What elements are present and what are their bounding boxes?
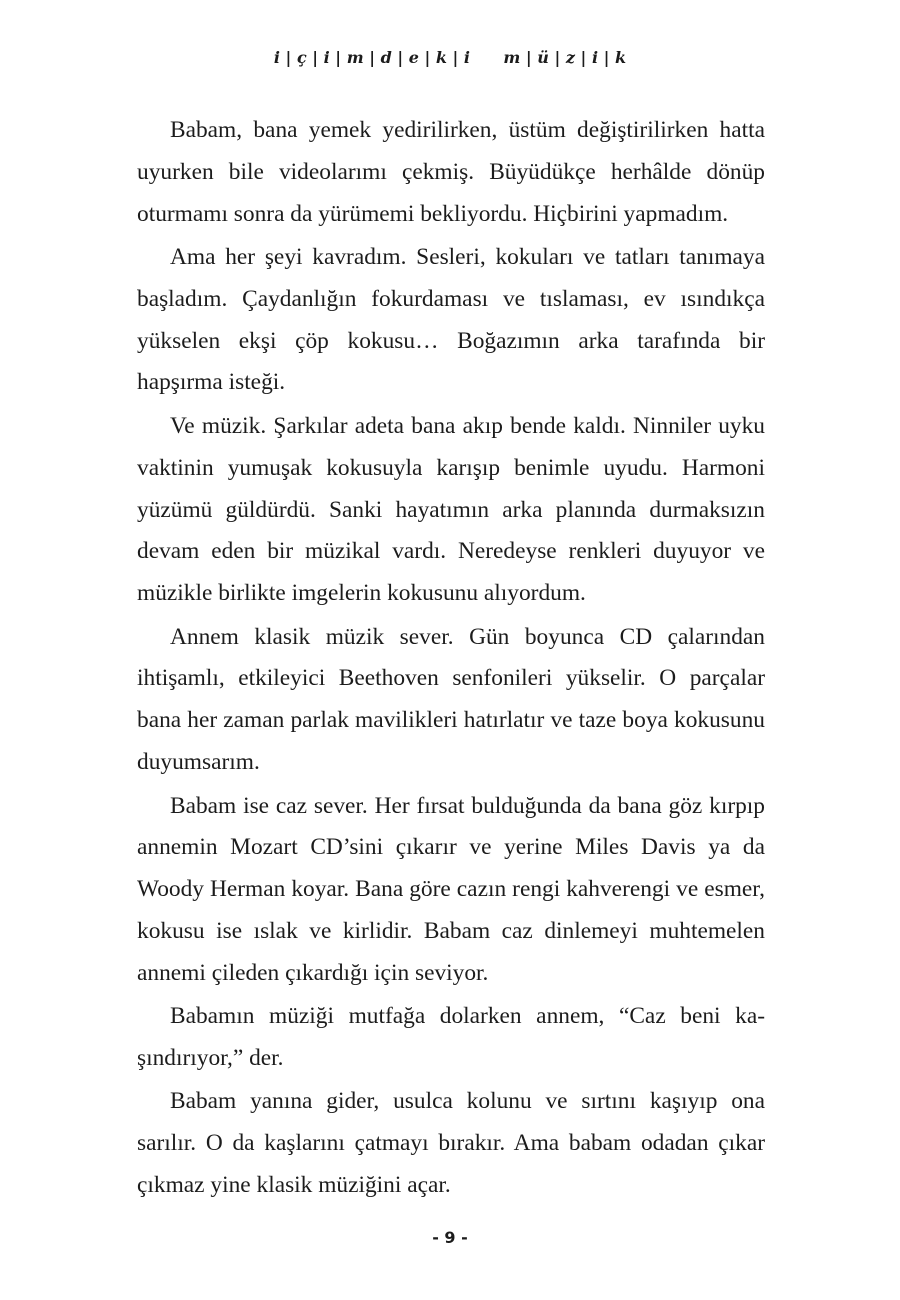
paragraph-7: Babam yanına gider, usulca kolunu ve sırtını kaşıyıp ona sarılır. O da kaşlarını çatmayı bırakır. Ama babam odadan çıkar çıkmaz yine klasik müziğini açar. [137,1088,765,1199]
paragraph-6: Babamın müziği mutfağa dolarken annem, “Caz beni kaşındırıyor,” der. [137,1003,765,1071]
body-text [137,110,765,1209]
paragraph-5: Babam ise caz sever. Her fırsat bulduğunda da bana göz kırpıp annemin Mozart CD’sini çıkarır ve yerine Miles Davis ya da Woody Herman koyar. Bana göre cazın rengi kahverengi ve esmer, kokusu ise ıslak ve kirlidir. Babam caz dinlemeyi muhtemelen annemi çileden çıkardığı için seviyor. [137,792,765,986]
paragraph-1: Babam, bana yemek yedirilirken, üstüm değiştirilirken hatta uyurken bile videolarımı çekmiş. Büyüdükçe herhâlde dönüp oturmamı sonra da yürümemi bekliyordu. Hiçbirini yapmadım. [137,117,765,227]
paragraph-2: Ama her şeyi kavradım. Sesleri, kokuları ve tatları tanımaya başladım. Çaydanlığın fokurdaması ve tıslaması, ev ısındıkça yükselen ekşi çöp kokusu… Boğazımın arka tarafında bir hapşırma isteği. [137,244,765,396]
paragraph-4: Annem klasik müzik sever. Gün boyunca CD çalarından ihtişamlı, etkileyici Beethoven senfonileri yükselir. O parçalar bana her zaman parlak mavilikleri hatırlatır ve taze boya kokusunu duyumsarım. [137,623,765,776]
running-header: i | ç | i | m | d | e | k | i m | ü | z | i | k [273,48,627,67]
page-number: - 9 - [432,1228,468,1247]
paragraph-3: Ve müzik. Şarkılar adeta bana akıp bende kaldı. Ninniler uyku vaktinin yumuşak kokusuyla karışıp benimle uyudu. Harmoni yüzümü güldürdü. Sanki hayatımın arka planında durmaksızın devam eden bir müzikal vardı. Neredeyse renkleri duyuyor ve müzikle birlikte imgelerin kokusunu alıyordum. [137,412,765,607]
